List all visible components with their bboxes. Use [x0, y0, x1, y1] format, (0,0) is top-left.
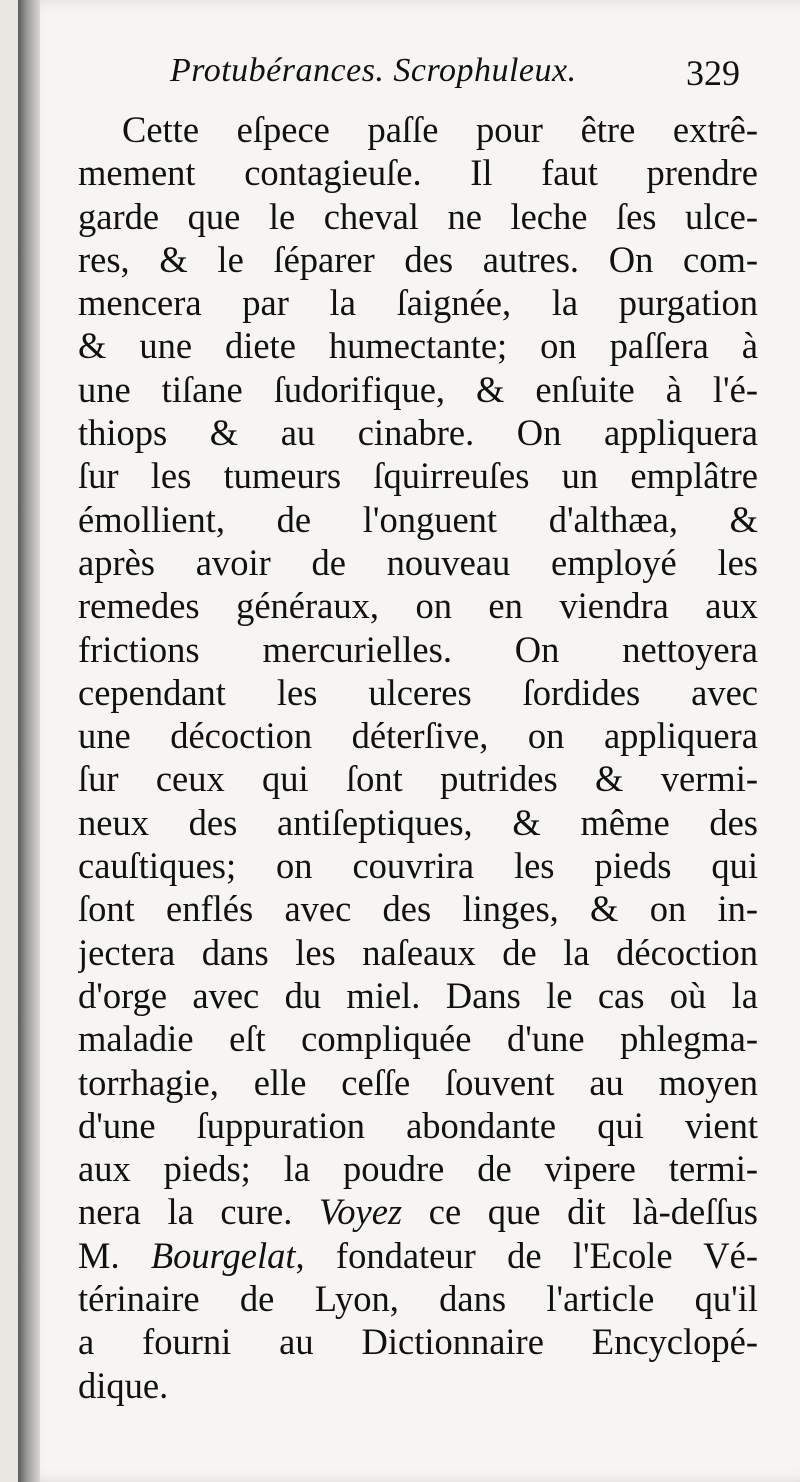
text-segment: M. — [78, 1234, 151, 1276]
running-head — [150, 52, 750, 102]
text-segment: ce que dit là-deſſus — [402, 1191, 758, 1233]
text-segment: , fondateur de l'Ecole Vé- — [295, 1234, 758, 1276]
text-line: térinaire de Lyon, dans l'article qu'il — [78, 1278, 758, 1320]
text-line: res, & le ſéparer des autres. On com- — [78, 238, 758, 280]
text-line: remedes généraux, on en viendra aux — [78, 585, 758, 627]
text-line: Cette eſpece paſſe pour être extrê- — [122, 109, 758, 150]
text-segment: nera la cure. — [78, 1191, 293, 1233]
text-line: a fourni au Dictionnaire Encyclopé- — [78, 1321, 758, 1363]
text-line: neux des antiſeptiques, & même des — [78, 801, 758, 843]
text-line: cauſtiques; on couvrira les pieds qui — [78, 845, 758, 887]
text-line — [78, 1234, 758, 1277]
text-line — [78, 1190, 758, 1233]
text-line: une décoction déterſive, on appliquera — [78, 715, 758, 757]
text-line: ſont enflés avec des linges, & on in- — [78, 888, 758, 930]
text-line: thiops & au cinabre. On appliquera — [78, 412, 758, 454]
text-line: frictions mercurielles. On nettoyera — [78, 628, 758, 670]
text-line: jectera dans les naſeaux de la décoction — [78, 931, 758, 973]
text-line: dique. — [78, 1364, 169, 1406]
text-line: mencera par la ſaignée, la purgation — [78, 282, 758, 324]
text-line: torrhagie, elle ceſſe ſouvent au moyen — [78, 1061, 758, 1103]
text-line: une tiſane ſudorifique, & enſuite à l'é- — [78, 368, 758, 410]
text-line: d'orge avec du miel. Dans le cas où la — [78, 974, 758, 1016]
body-text — [78, 108, 758, 1407]
text-line: maladie eſt compliquée d'une phlegma- — [78, 1018, 758, 1060]
text-line: & une diete humectante; on paſſera à — [78, 325, 758, 367]
bourgelat-italic: Bourgelat — [150, 1234, 296, 1276]
text-line: ſur ceux qui ſont putrides & vermi- — [78, 758, 758, 800]
text-line: aux pieds; la poudre de vipere termi- — [78, 1148, 758, 1190]
text-line: garde que le cheval ne leche ſes ulce- — [78, 195, 758, 237]
running-title: Protubérances. Scrophuleux. — [170, 52, 577, 89]
text-line: ſur les tumeurs ſquirreuſes un emplâtre — [78, 455, 758, 497]
text-line: cependant les ulceres ſordides avec — [78, 671, 758, 713]
text-line: mement contagieuſe. Il faut prendre — [78, 152, 758, 194]
text-line: après avoir de nouveau employé les — [78, 541, 758, 583]
page-gutter-shadow — [18, 0, 40, 1482]
voyez-italic: Voyez — [319, 1191, 403, 1233]
page-number: 329 — [686, 53, 740, 93]
text-line: d'une ſuppuration abondante qui vient — [78, 1104, 758, 1146]
text-line: émollient, de l'onguent d'althæa, & — [78, 498, 758, 540]
